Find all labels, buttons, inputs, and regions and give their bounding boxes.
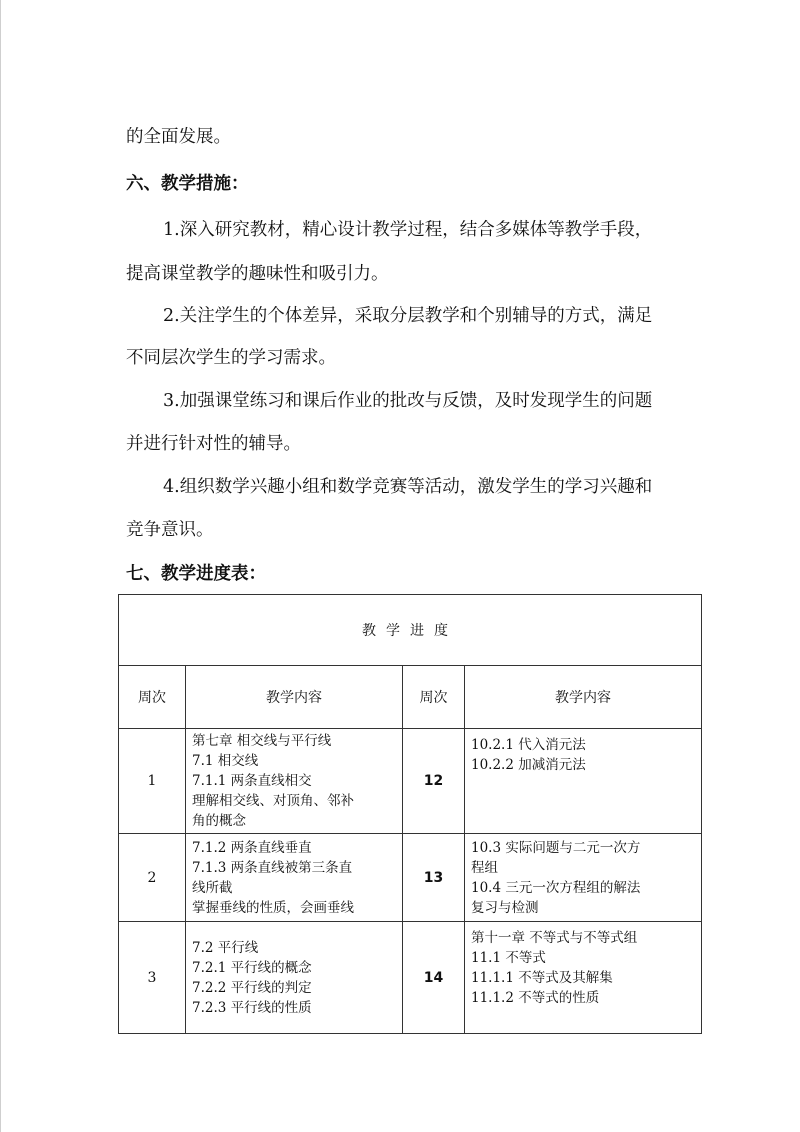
content-line: 11.1 不等式 xyxy=(471,950,546,966)
content-line: 角的概念 xyxy=(192,813,246,829)
content-line: 第七章 相交线与平行线 xyxy=(192,733,332,749)
content-cell xyxy=(186,729,403,834)
week-number: 3 xyxy=(119,922,186,1034)
measure-2-line-1: 2.关注学生的个体差异，采取分层教学和个别辅导的方式，满足 xyxy=(163,306,653,326)
measure-2-line-2: 不同层次学生的学习需求。 xyxy=(126,348,336,368)
table-title-row xyxy=(119,595,702,666)
content-line: 10.4 三元一次方程组的解法 xyxy=(471,879,641,896)
measure-4-line-1: 4.组织数学兴趣小组和数学竞赛等活动，激发学生的学习兴趣和 xyxy=(163,477,653,497)
table-row xyxy=(119,834,702,922)
content-line: 线所截 xyxy=(192,879,233,896)
content-line: 理解相交线、对顶角、邻补 xyxy=(192,793,354,809)
table-row xyxy=(119,922,702,1034)
content-line: 11.1.1 不等式及其解集 xyxy=(471,970,613,986)
header-content-right: 教学内容 xyxy=(465,666,702,729)
measure-3-line-2: 并进行针对性的辅导。 xyxy=(126,434,301,454)
content-line: 程组 xyxy=(471,859,498,876)
header-week-left: 周次 xyxy=(119,666,186,729)
week-number: 1 xyxy=(119,729,186,834)
content-line: 7.2.2 平行线的判定 xyxy=(192,979,312,996)
content-line: 10.2.2 加减消元法 xyxy=(471,757,586,773)
table-header-row xyxy=(119,666,702,729)
schedule-table xyxy=(118,594,702,1034)
table-title: 教学进度 xyxy=(119,595,702,666)
measure-3-line-1: 3.加强课堂练习和课后作业的批改与反馈，及时发现学生的问题 xyxy=(163,391,653,411)
content-line: 复习与检测 xyxy=(471,899,539,916)
content-cell xyxy=(186,922,403,1034)
content-cell xyxy=(186,834,403,922)
paragraph-continuation: 的全面发展。 xyxy=(126,127,231,147)
content-line: 10.2.1 代入消元法 xyxy=(471,737,586,753)
content-line: 7.2.1 平行线的概念 xyxy=(192,959,312,976)
section-heading-schedule: 七、教学进度表： xyxy=(126,564,266,584)
content-line: 7.1 相交线 xyxy=(192,753,259,769)
content-line: 7.1.2 两条直线垂直 xyxy=(192,839,312,856)
content-line: 10.3 实际问题与二元一次方 xyxy=(471,839,641,856)
header-week-right: 周次 xyxy=(403,666,465,729)
table-row xyxy=(119,729,702,834)
content-line: 11.1.2 不等式的性质 xyxy=(471,990,600,1006)
content-line: 掌握垂线的性质，会画垂线 xyxy=(192,899,354,916)
week-number: 14 xyxy=(403,922,465,1034)
content-cell xyxy=(465,834,702,922)
content-cell xyxy=(465,922,702,1034)
measure-1-line-1: 1.深入研究教材，精心设计教学过程，结合多媒体等教学手段， xyxy=(163,220,653,240)
content-line: 7.2 平行线 xyxy=(192,939,259,956)
week-number: 13 xyxy=(403,834,465,922)
week-number: 12 xyxy=(403,729,465,834)
section-heading-measures: 六、教学措施： xyxy=(126,174,249,194)
measure-1-line-2: 提高课堂教学的趣味性和吸引力。 xyxy=(126,264,389,284)
measure-4-line-2: 竞争意识。 xyxy=(126,520,214,540)
content-line: 7.1.1 两条直线相交 xyxy=(192,773,312,789)
content-cell xyxy=(465,729,702,834)
header-content-left: 教学内容 xyxy=(186,666,403,729)
content-line: 第十一章 不等式与不等式组 xyxy=(471,930,638,946)
content-line: 7.2.3 平行线的性质 xyxy=(192,999,312,1016)
content-line: 7.1.3 两条直线被第三条直 xyxy=(192,859,353,876)
week-number: 2 xyxy=(119,834,186,922)
